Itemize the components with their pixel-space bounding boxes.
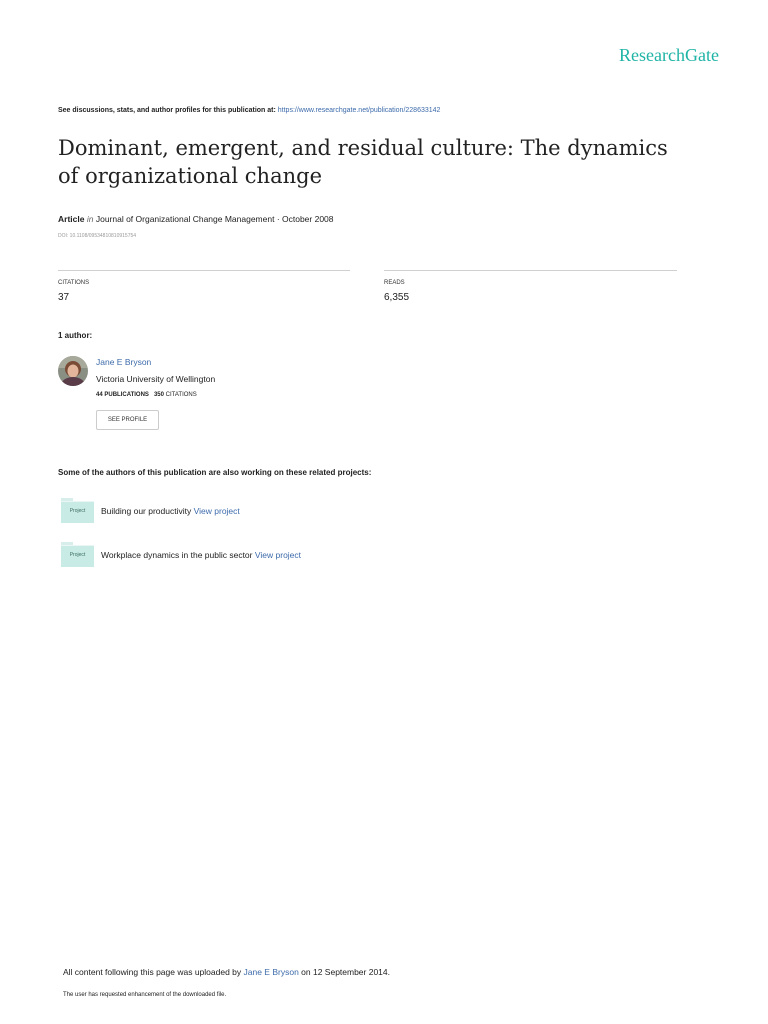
- project-folder-icon: [61, 542, 94, 567]
- citations-value: 37: [58, 292, 70, 303]
- uploader-link[interactable]: Jane E Bryson: [243, 967, 299, 977]
- enhancement-note: The user has requested enhancement of the downloaded file.: [63, 992, 227, 998]
- project-title: Building our productivity: [101, 506, 192, 516]
- publication-url-link[interactable]: https://www.researchgate.net/publication/228633142: [277, 107, 441, 114]
- doi-text: DOI: 10.1108/09534810810915754: [58, 233, 137, 239]
- publication-type: Article: [58, 214, 85, 224]
- author-avatar[interactable]: [58, 356, 88, 386]
- citations-divider: [58, 270, 350, 271]
- reads-label: READS: [384, 280, 405, 286]
- uploaded-suffix: on 12 September 2014.: [298, 967, 391, 977]
- project-folder-icon: [61, 498, 94, 523]
- author-citations-label: CITATIONS: [165, 392, 197, 398]
- reads-value: 6,355: [384, 292, 410, 303]
- publications-count: 44: [96, 392, 103, 398]
- journal-date: Journal of Organizational Change Management · October 2008: [95, 214, 334, 224]
- project-item: [101, 506, 240, 516]
- view-project-link[interactable]: View project: [254, 550, 302, 560]
- discussion-text: See discussions, stats, and author profiles for this publication at:: [58, 107, 278, 114]
- project-item: [101, 550, 301, 560]
- related-projects-heading: Some of the authors of this publication are also working on these related projects:: [58, 468, 372, 477]
- author-name-link[interactable]: Jane E Bryson: [96, 357, 152, 367]
- uploaded-note: [63, 967, 390, 977]
- citations-label: CITATIONS: [58, 280, 90, 286]
- publication-meta: [58, 214, 334, 224]
- authors-heading: 1 author:: [58, 331, 93, 340]
- view-project-link[interactable]: View project: [193, 506, 240, 516]
- publication-title: Dominant, emergent, and residual culture: The dynamics of organizational change: [58, 136, 668, 188]
- project-title: Workplace dynamics in the public sector: [101, 550, 253, 560]
- author-stats: [96, 392, 197, 398]
- discussion-line: [58, 107, 440, 114]
- uploaded-prefix: All content following this page was uploaded by: [63, 967, 244, 977]
- researchgate-logo[interactable]: ResearchGate: [619, 45, 719, 65]
- reads-divider: [384, 270, 677, 271]
- see-profile-button[interactable]: SEE PROFILE: [96, 410, 159, 430]
- author-institution: Victoria University of Wellington: [96, 374, 216, 384]
- publications-label: PUBLICATIONS: [104, 392, 149, 398]
- project-icon-label: Project: [69, 508, 86, 514]
- author-citations-count: 350: [153, 392, 164, 398]
- in-word: in: [86, 214, 94, 224]
- project-icon-label: Project: [69, 552, 86, 558]
